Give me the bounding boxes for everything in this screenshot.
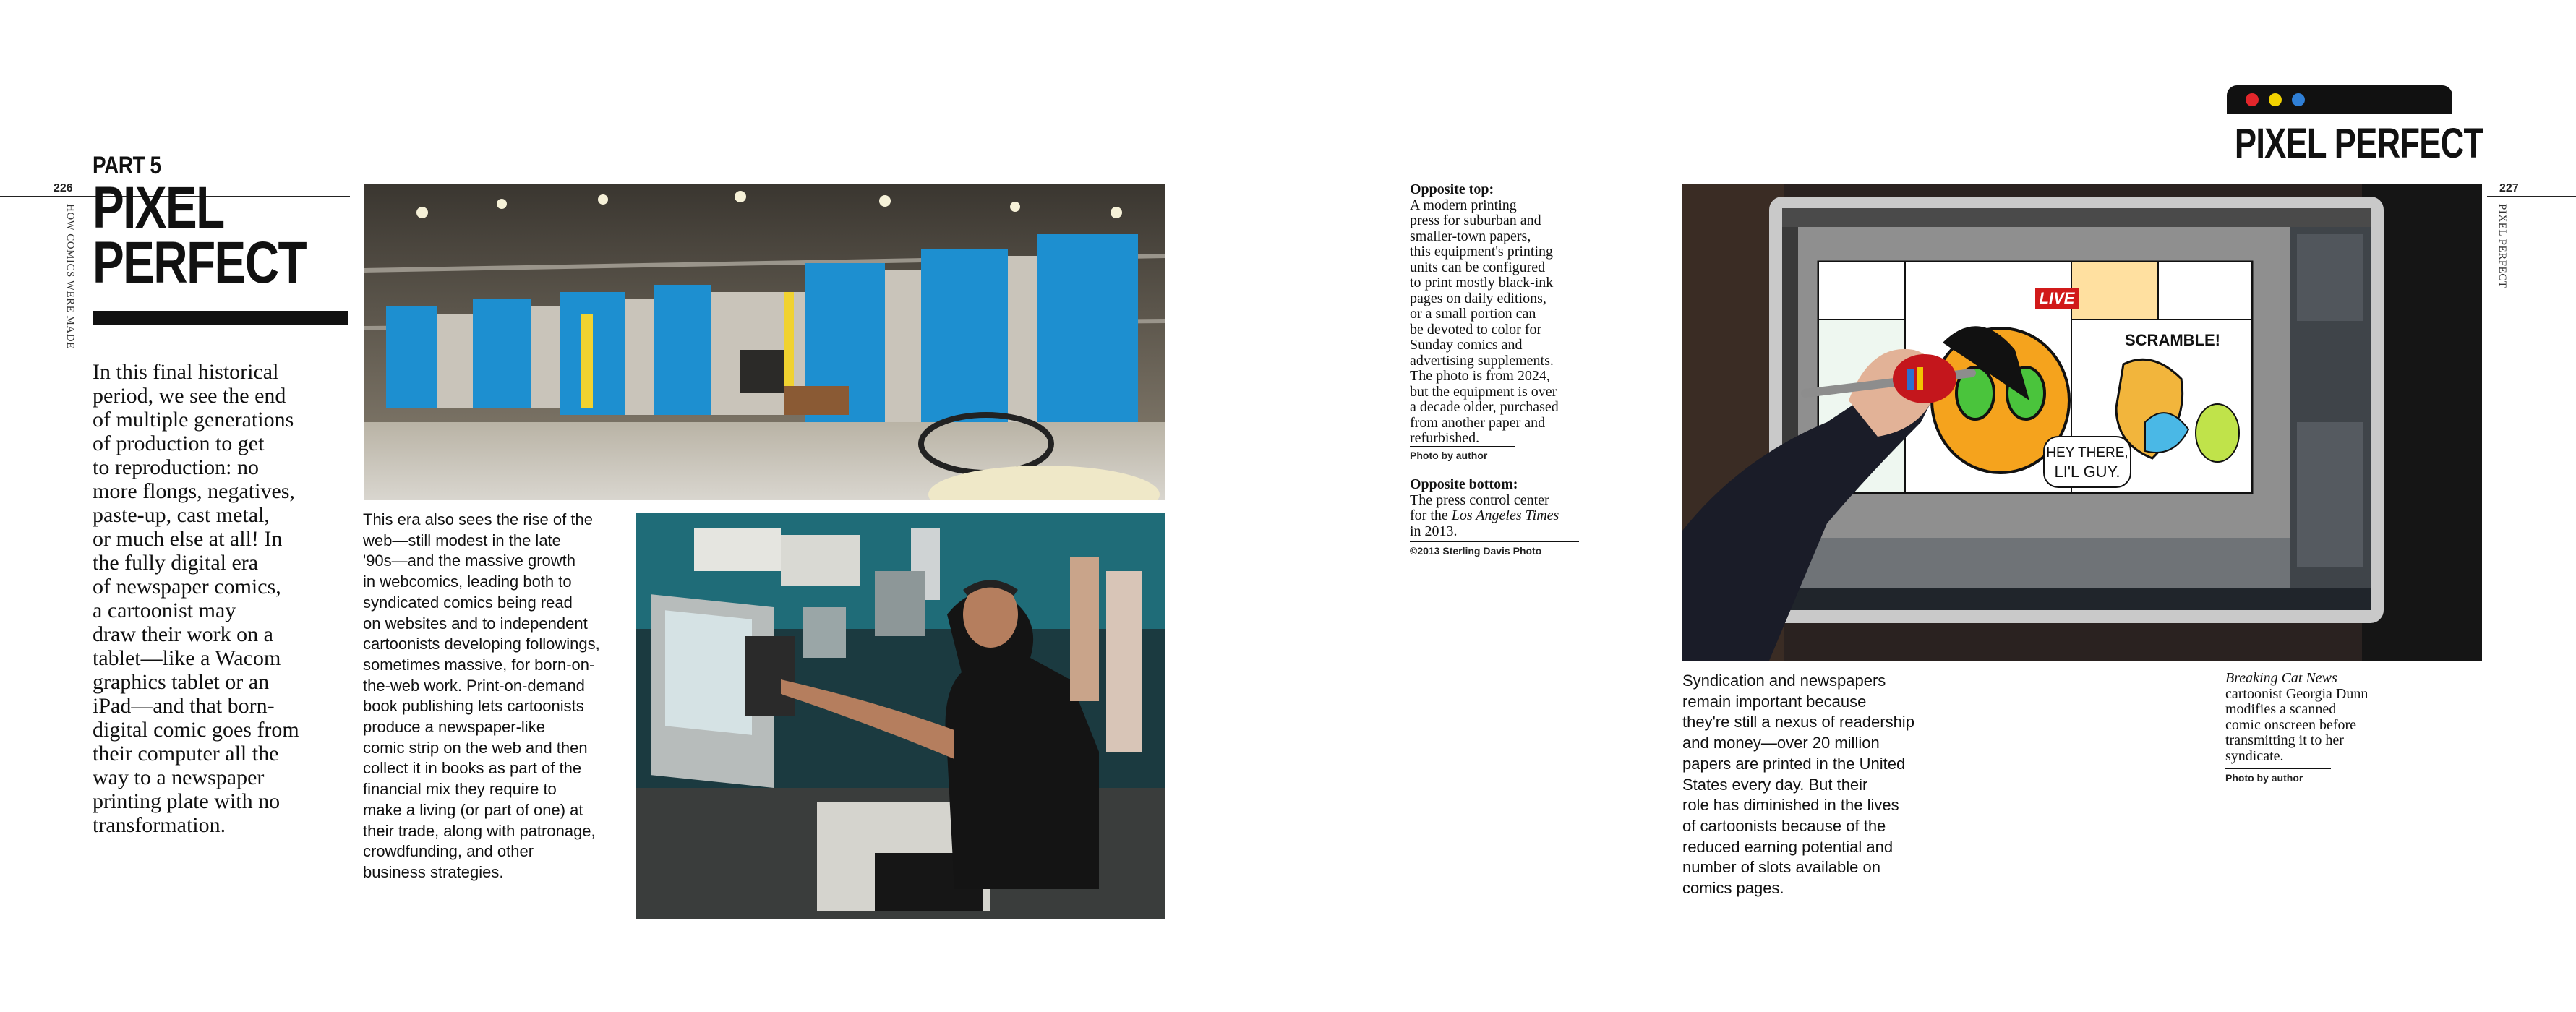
caption-top-heading: Opposite top: [1410, 181, 1494, 197]
comic-hey-text-2: LI'L GUY. [2054, 463, 2121, 481]
intro-line: draw their work on a [93, 622, 273, 646]
body-line: in webcomics, leading both to [363, 573, 572, 591]
intro-line: of production to get [93, 432, 265, 455]
brand-dot-red [2246, 93, 2259, 106]
right-body-text [1682, 671, 1957, 899]
caption-opposite-bottom [1410, 477, 1598, 539]
intro-line: In this final historical [93, 360, 279, 384]
left-body-text [363, 510, 630, 883]
intro-line: their computer all the [93, 742, 279, 766]
body-line: make a living (or part of one) at [363, 800, 583, 819]
caption-line: syndicate. [2225, 747, 2284, 764]
body-line: Syndication and newspapers [1682, 672, 1886, 690]
right-header-rule [2487, 196, 2576, 197]
press-control-photo [636, 513, 1165, 919]
caption-line: modifies a scanned [2225, 701, 2337, 717]
comic-live-label: LIVE [2039, 289, 2075, 307]
page-number-left: 226 [54, 182, 73, 194]
body-line: produce a newspaper-like [363, 718, 545, 737]
body-line: sometimes massive, for born-on- [363, 655, 595, 674]
body-line: This era also sees the rise of the [363, 510, 593, 528]
running-head-right: PIXEL PERFECT [2496, 204, 2508, 288]
body-line: States every day. But their [1682, 775, 1868, 794]
caption-line: a decade older, purchased [1410, 399, 1559, 415]
caption-bottom-heading: Opposite bottom: [1410, 476, 1518, 492]
intro-line: more flongs, negatives, [93, 479, 295, 503]
caption-tablet-rule [2225, 768, 2331, 769]
body-line: cartoonists developing followings, [363, 635, 600, 653]
body-line: reduced earning potential and [1682, 837, 1894, 856]
body-line: financial mix they require to [363, 780, 557, 799]
caption-line: Sunday comics and [1410, 337, 1523, 353]
title-underline-bar [93, 311, 348, 325]
comic-hey-text-1: HEY THERE, [2046, 445, 2128, 460]
caption-bottom-rule [1410, 541, 1579, 542]
brand-dot-yellow [2269, 93, 2282, 106]
caption-line: press for suburban and [1410, 213, 1541, 228]
caption-line: A modern printing [1410, 197, 1517, 213]
caption-opposite-top [1410, 182, 1598, 447]
caption-line: pages on daily editions, [1410, 290, 1546, 306]
caption-tablet-credit: Photo by author [2225, 772, 2303, 784]
body-line: book publishing lets cartoonists [363, 697, 584, 716]
caption-line: transmitting it to her [2225, 732, 2344, 748]
caption-line: cartoonist Georgia Dunn [2225, 685, 2369, 702]
body-line: they're still a nexus of readership [1682, 713, 1914, 732]
body-line: the-web work. Print-on-demand [363, 676, 585, 695]
intro-paragraph [93, 360, 353, 837]
intro-line: to reproduction: no [93, 455, 259, 479]
caption-top-rule [1410, 446, 1515, 447]
chapter-title-line2: PERFECT [93, 230, 306, 296]
caption-line: comic onscreen before [2225, 716, 2357, 733]
body-line: crowdfunding, and other [363, 842, 534, 861]
comic-scramble-text: SCRAMBLE! [2125, 331, 2220, 349]
caption-line: smaller-town papers, [1410, 228, 1531, 244]
body-line: collect it in books as part of the [363, 759, 582, 778]
caption-line: this equipment's printing [1410, 244, 1554, 260]
body-line: comics pages. [1682, 879, 1784, 898]
intro-line: transformation. [93, 813, 226, 837]
body-line: papers are printed in the United [1682, 754, 1906, 773]
intro-line: a cartoonist may [93, 599, 236, 622]
intro-line: period, we see the end [93, 384, 286, 408]
body-line: of cartoonists because of the [1682, 816, 1886, 835]
caption-line: The press control center [1410, 492, 1549, 508]
caption-line: units can be configured [1410, 259, 1546, 275]
brand-tab [2227, 85, 2452, 114]
intro-line: of newspaper comics, [93, 575, 281, 599]
caption-line: for the Los Angeles Times [1410, 507, 1559, 523]
caption-line: to print mostly black-ink [1410, 275, 1554, 291]
body-line: role has diminished in the lives [1682, 796, 1899, 815]
press-hall-photo [364, 184, 1165, 500]
caption-line: in 2013. [1410, 523, 1458, 539]
intro-line: the fully digital era [93, 551, 259, 575]
caption-line: The photo is from 2024, [1410, 368, 1550, 384]
caption-line: or a small portion can [1410, 306, 1536, 322]
body-line: number of slots available on [1682, 858, 1880, 877]
part-label: PART 5 [93, 152, 161, 179]
caption-tablet [2225, 671, 2413, 764]
caption-line: refurbished. [1410, 430, 1480, 446]
caption-bottom-credit: ©2013 Sterling Davis Photo [1410, 545, 1542, 557]
body-line: web—still modest in the late [363, 531, 561, 549]
intro-line: iPad—and that born- [93, 694, 275, 718]
running-head-left: HOW COMICS WERE MADE [64, 204, 76, 349]
body-line: on websites and to independent [363, 614, 588, 632]
caption-line: be devoted to color for [1410, 321, 1542, 338]
body-line: '90s—and the massive growth [363, 552, 576, 570]
body-line: syndicated comics being read [363, 593, 573, 612]
body-line: and money—over 20 million [1682, 734, 1880, 752]
caption-line: Breaking Cat News [2225, 670, 2337, 686]
body-line: their trade, along with patronage, [363, 821, 596, 840]
tablet-drawing-photo [1682, 184, 2482, 661]
body-line: business strategies. [363, 862, 504, 881]
intro-line: digital comic goes from [93, 718, 299, 742]
body-line: comic strip on the web and then [363, 738, 588, 757]
brand-dot-blue [2292, 93, 2305, 106]
caption-top-credit: Photo by author [1410, 450, 1488, 461]
intro-line: graphics tablet or an [93, 670, 270, 694]
caption-line: advertising supplements. [1410, 352, 1554, 369]
caption-line: but the equipment is over [1410, 383, 1557, 400]
intro-line: of multiple generations [93, 408, 294, 432]
body-line: remain important because [1682, 692, 1867, 711]
caption-line: from another paper and [1410, 414, 1546, 431]
chapter-title [93, 175, 306, 296]
intro-line: or much else at all! In [93, 527, 283, 551]
page-number-right: 227 [2499, 182, 2519, 194]
chapter-title-line1: PIXEL [93, 175, 224, 241]
intro-line: paste-up, cast metal, [93, 503, 270, 527]
intro-line: way to a newspaper [93, 766, 265, 789]
intro-line: printing plate with no [93, 789, 281, 813]
intro-line: tablet—like a Wacom [93, 646, 281, 670]
brand-title: PIXEL PERFECT [2234, 120, 2483, 167]
